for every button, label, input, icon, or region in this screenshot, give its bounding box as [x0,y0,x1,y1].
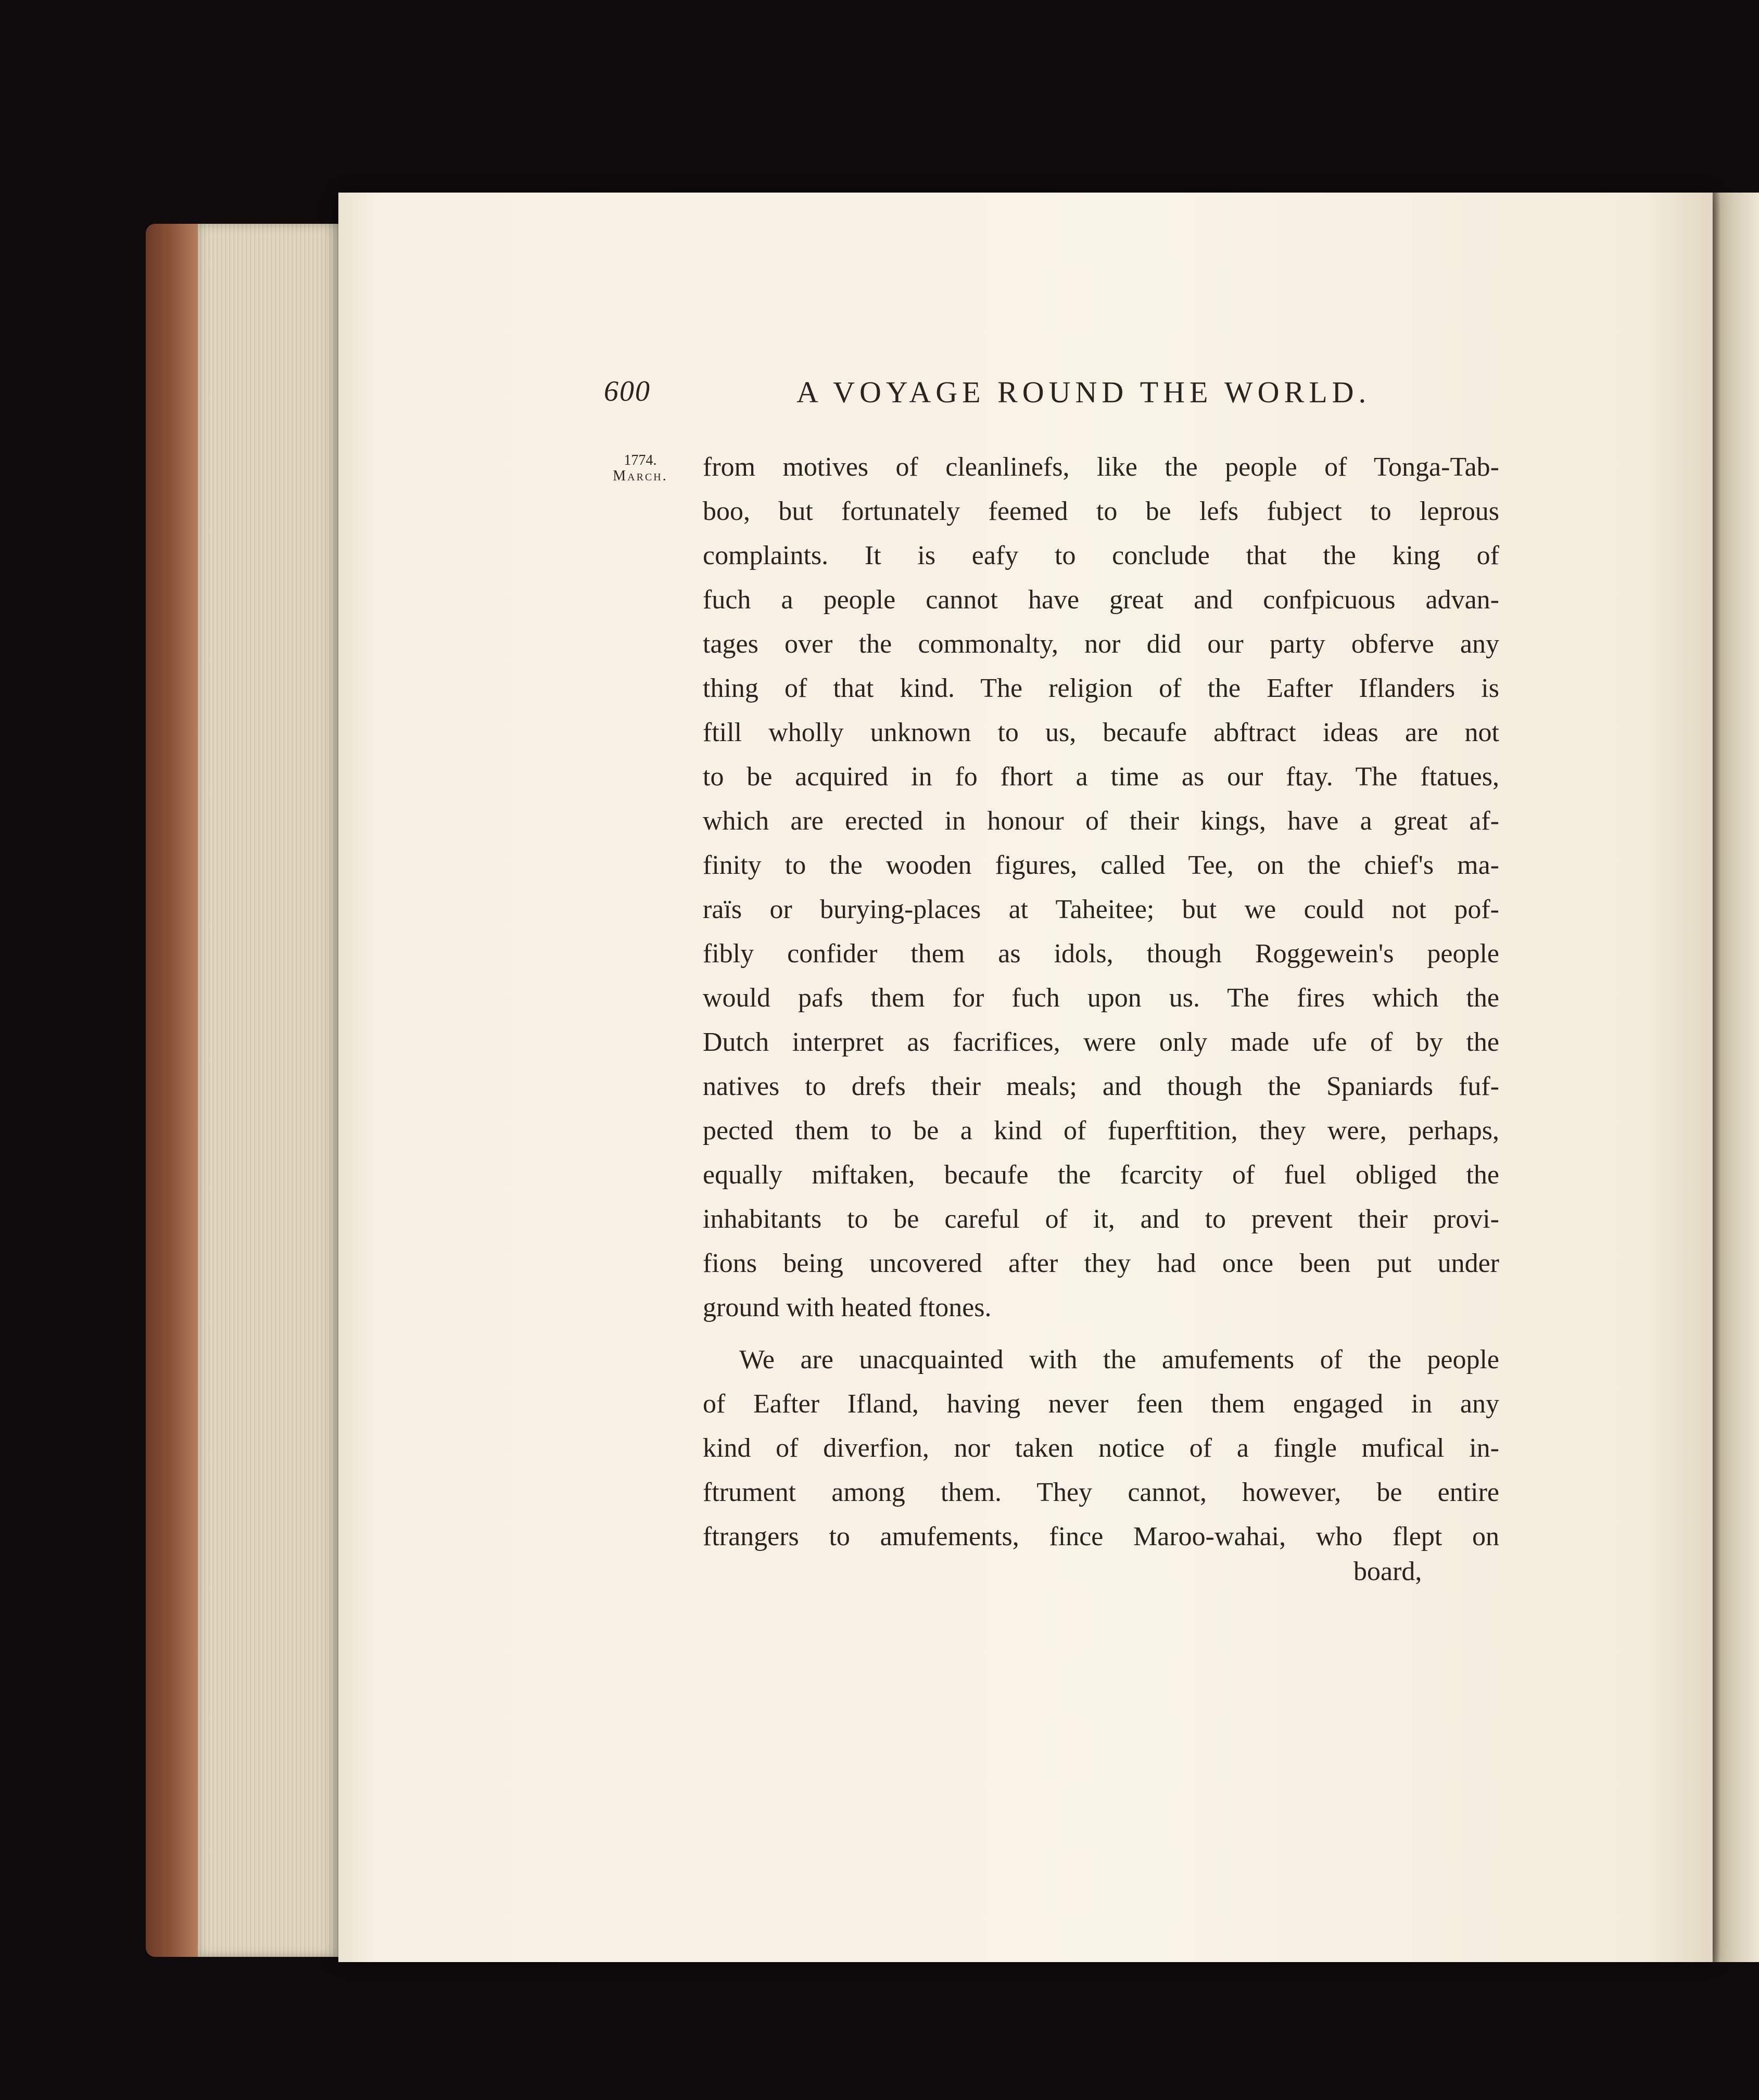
text-line: which are erected in honour of their kings, have a great af- [703,806,1499,836]
page-header [604,375,1494,416]
running-title: A VOYAGE ROUND THE WORLD. [796,375,1371,409]
text-line: fions being uncovered after they had once been put under [703,1249,1499,1278]
text-line: ground with heated ftones. [703,1293,992,1322]
text-line: boo, but fortunately feemed to be lefs fubject to leprous [703,497,1499,526]
text-line: natives to drefs their meals; and though the Spaniards fuf- [703,1072,1499,1101]
margin-month: March. [613,468,668,484]
text-line: ftill wholly unknown to us, becaufe abftract ideas are not [703,718,1499,747]
body-text [703,445,1499,1559]
facing-page-edge [1707,193,1759,1962]
margin-year: 1774. [624,452,657,468]
text-line: raïs or burying-places at Taheitee; but we could not pof- [703,895,1499,924]
text-line: Dutch interpret as facrifices, were only made ufe of by the [703,1027,1499,1057]
text-line: complaints. It is eafy to conclude that the king of [703,541,1499,570]
text-line: We are unacquainted with the amufements of the people [739,1345,1499,1374]
page-edges [198,224,338,1957]
text-line: fibly confider them as idols, though Roggewein's people [703,939,1499,969]
text-line: fuch a people cannot have great and confpicuous advan- [703,585,1499,615]
text-line: thing of that kind. The religion of the Eafter Iflanders is [703,673,1499,703]
text-line: ftrument among them. They cannot, however, be entire [703,1478,1499,1507]
text-line: equally miftaken, becaufe the fcarcity of fuel obliged the [703,1160,1499,1190]
text-line: from motives of cleanlinefs, like the people of Tonga-Tab- [703,452,1499,482]
text-line: tages over the commonalty, nor did our party obferve any [703,629,1499,659]
margin-note [601,453,679,484]
page-number: 600 [604,375,651,408]
text-line: of Eafter Ifland, having never feen them engaged in any [703,1389,1499,1419]
text-line: inhabitants to be careful of it, and to prevent their provi- [703,1204,1499,1234]
text-line: kind of diverfion, nor taken notice of a fingle mufical in- [703,1433,1499,1463]
text-line: would pafs them for fuch upon us. The fires which the [703,983,1499,1013]
text-line: finity to the wooden figures, called Tee, on the chief's ma- [703,850,1499,880]
text-line: pected them to be a kind of fuperftition, they were, perhaps, [703,1116,1499,1146]
text-line: to be acquired in fo fhort a time as our ftay. The ftatues, [703,762,1499,792]
text-line: ftrangers to amufements, fince Maroo-wahai, who flept on [703,1522,1499,1551]
catchword: board, [1353,1557,1422,1586]
